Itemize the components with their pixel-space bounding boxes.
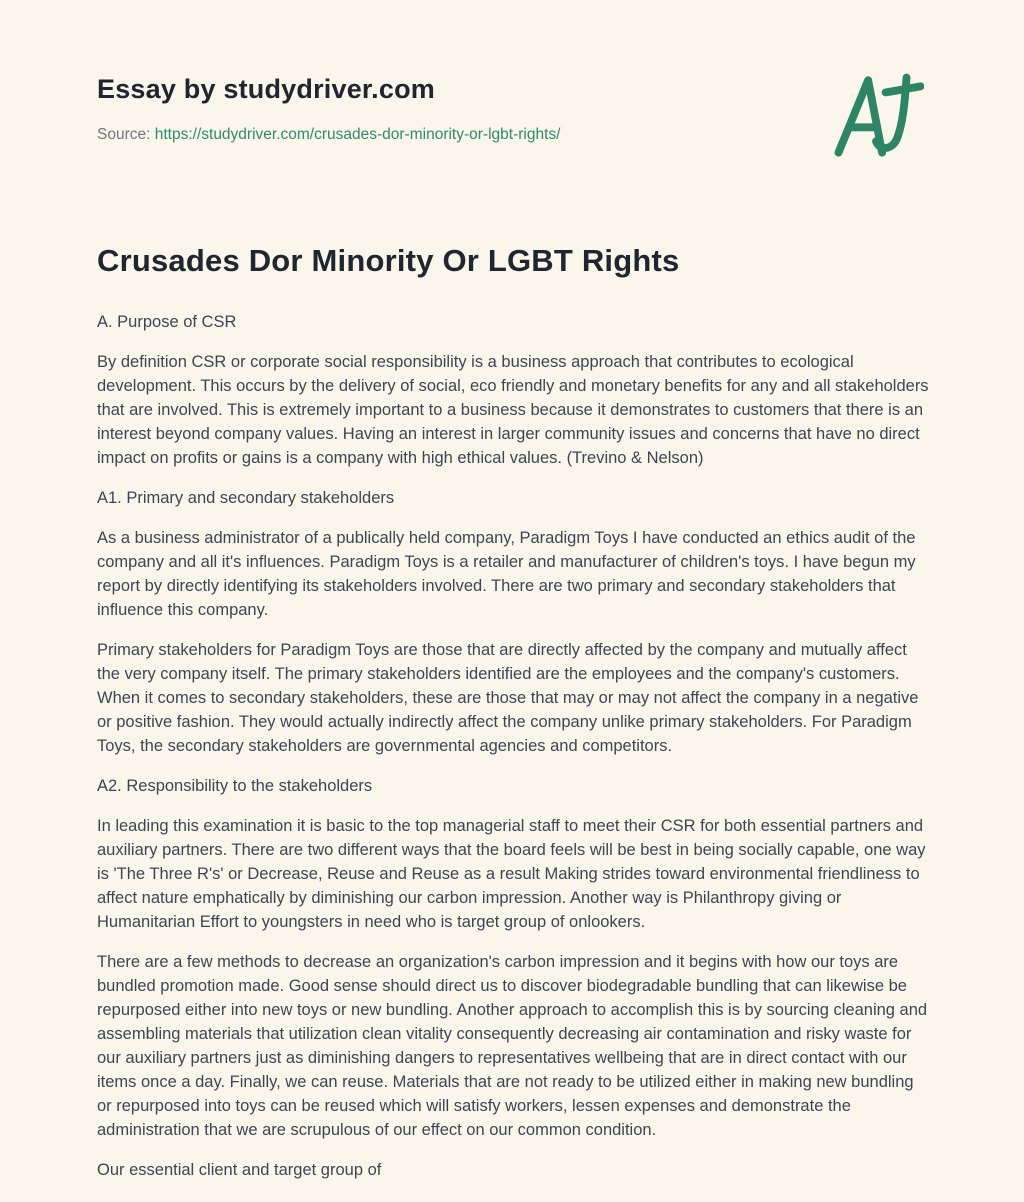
section-heading: A2. Responsibility to the stakeholders (97, 777, 373, 795)
section-heading: A1. Primary and secondary stakeholders (97, 489, 395, 507)
paragraph: As a business administrator of a publically held company, Paradigm Toys I have conducted an ethics audit of the company and all it's influences. Paradigm Toys is a retailer and manufacturer of children's toys. I have begun my report by directly identifying its stakeholders involved. There are two primary and secondary stakeholders that influence this company. (97, 529, 916, 619)
source-link[interactable]: https://studydriver.com/crusades-dor-minority-or-lgbt-rights/ (154, 126, 561, 143)
studydriver-logo (828, 68, 924, 164)
paragraph: There are a few methods to decrease an organization's carbon impression and it begins with how our toys are bundled promotion made. Good sense should direct us to discover biodegradable bundling that can likewise be repurposed either into new toys or new bundling. Another approach to accomplish this is by sourcing cleaning and assembling materials that utilization clean vitality consequently decreasing air contamination and risky waste for our auxiliary partners just as diminishing dangers to representatives wellbeing that are in direct contact with our items once a day. Finally, we can reuse. Materials that are not ready to be utilized either in making new bundling or repurposed into toys can be reused which will satisfy workers, lessen expenses and demonstrate the administration that we are scrupulous of our effect on our common condition. (97, 953, 928, 1139)
essay-byline: Essay by studydriver.com (97, 74, 435, 104)
paragraph-truncated: Our essential client and target group of (97, 1161, 382, 1179)
paragraph: In leading this examination it is basic to the top managerial staff to meet their CSR for both essential partners and auxiliary partners. There are two different ways that the board feels will be best in being socially capable, one way is 'The Three R's' or Decrease, Reuse and Reuse as a result Making strides toward environmental friendliness to affect nature emphatically by diminishing our carbon impression. Another way is Philanthropy giving or Humanitarian Effort to youngsters in need who is target group of onlookers. (97, 817, 926, 931)
essay-title: Crusades Dor Minority Or LGBT Rights (97, 243, 680, 278)
essay-body (97, 310, 929, 1182)
paragraph: Primary stakeholders for Paradigm Toys are those that are directly affected by the company and mutually affect the very company itself. The primary stakeholders identified are the employees and the company's customers. When it comes to secondary stakeholders, these are those that may or may not affect the company in a negative or positive fashion. They would actually indirectly affect the company unlike primary stakeholders. For Paradigm Toys, the secondary stakeholders are governmental agencies and competitors. (97, 641, 919, 755)
source-line (97, 126, 929, 144)
source-label: Source: (97, 126, 151, 143)
paragraph: By definition CSR or corporate social responsibility is a business approach that contributes to ecological development. This occurs by the delivery of social, eco friendly and monetary benefits for any and all stakeholders that are involved. This is extremely important to a business because it demonstrates to customers that there is an interest beyond company values. Having an interest in larger community issues and concerns that have no direct impact on profits or gains is a company with high ethical values. (Trevino & Nelson) (97, 353, 929, 467)
a-plus-logo-icon (828, 68, 924, 164)
section-heading: A. Purpose of CSR (97, 313, 237, 331)
